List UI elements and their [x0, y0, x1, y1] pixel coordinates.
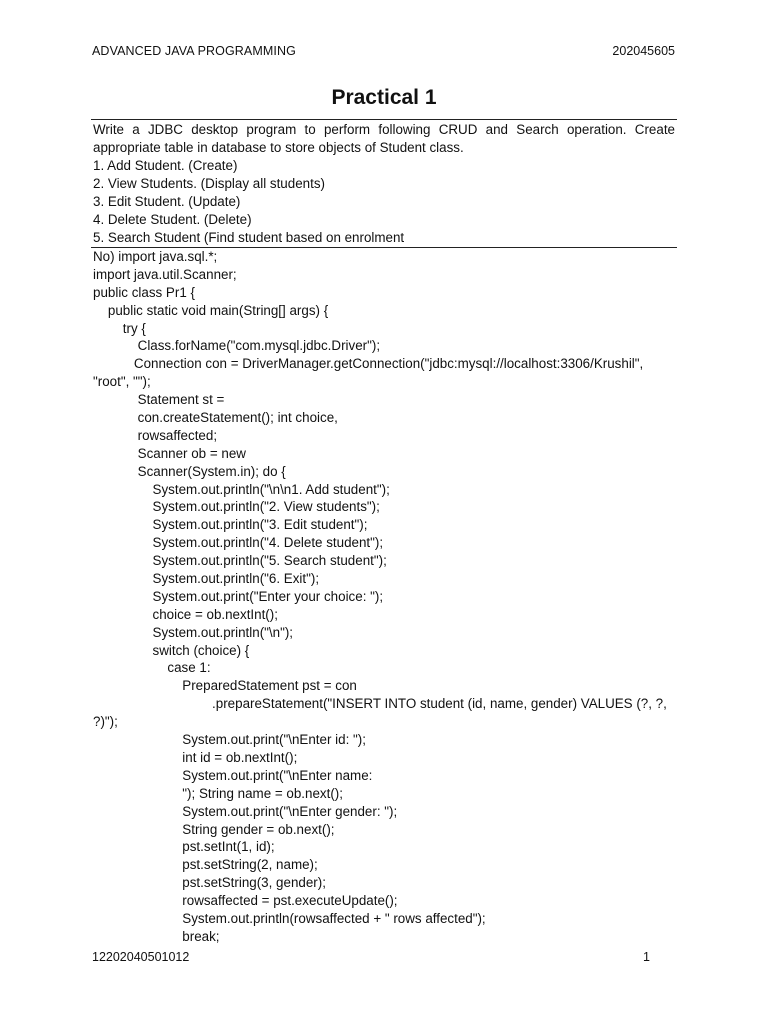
- code-line: System.out.println("4. Delete student");: [93, 535, 384, 551]
- code-line: "); String name = ob.next();: [93, 785, 343, 801]
- question-box: [93, 121, 675, 247]
- page-title: Practical 1: [331, 86, 437, 109]
- code-line: break;: [93, 928, 220, 944]
- header-subject: ADVANCED JAVA PROGRAMMING: [92, 44, 296, 58]
- code-line: System.out.print("Enter your choice: ");: [93, 588, 384, 604]
- header-code: 202045605: [612, 44, 675, 58]
- question-item: 4. Delete Student. (Delete): [93, 212, 252, 227]
- code-line: import java.util.Scanner;: [93, 266, 237, 282]
- code-line: con.createStatement(); int choice,: [93, 410, 338, 426]
- question-item: 5. Search Student (Find student based on enrolment: [93, 230, 405, 245]
- question-item: 2. View Students. (Display all students): [93, 176, 325, 191]
- code-line: switch (choice) {: [93, 642, 250, 658]
- code-line: PreparedStatement pst = con: [93, 678, 357, 694]
- question-item: 1. Add Student. (Create): [93, 158, 238, 173]
- code-line: int id = ob.nextInt();: [93, 749, 298, 765]
- question-intro: Write a JDBC desktop program to perform following CRUD and Search operation. Create appropriate table in database to store objects of Student class.: [93, 122, 675, 155]
- code-line: System.out.println("5. Search student");: [93, 553, 387, 569]
- code-line: pst.setString(2, name);: [93, 857, 318, 873]
- code-line: public class Pr1 {: [93, 284, 195, 300]
- code-line: System.out.print("\nEnter id: ");: [93, 732, 366, 748]
- code-line: choice = ob.nextInt();: [93, 606, 278, 622]
- code-line: "root", "");: [93, 374, 151, 390]
- code-line: System.out.print("\nEnter gender: ");: [93, 803, 398, 819]
- code-line: System.out.println("6. Exit");: [93, 571, 320, 587]
- code-line: pst.setInt(1, id);: [93, 839, 275, 855]
- code-line: ?)");: [93, 714, 118, 730]
- code-line: pst.setString(3, gender);: [93, 875, 326, 891]
- code-line: case 1:: [93, 660, 211, 676]
- code-block: [93, 248, 677, 946]
- code-line: System.out.println("3. Edit student");: [93, 517, 368, 533]
- question-item: 3. Edit Student. (Update): [93, 194, 241, 209]
- code-line: Scanner ob = new: [93, 445, 246, 461]
- code-line: System.out.println("\n\n1. Add student");: [93, 481, 390, 497]
- footer-page-number: 1: [643, 950, 650, 964]
- top-divider: [91, 119, 677, 120]
- code-line: String gender = ob.next();: [93, 821, 335, 837]
- code-line: rowsaffected;: [93, 427, 218, 443]
- code-line: try {: [93, 320, 146, 336]
- code-line: System.out.print("\nEnter name:: [93, 767, 373, 783]
- code-line: .prepareStatement("INSERT INTO student (id, name, gender) VALUES (?, ?,: [93, 696, 667, 712]
- code-line: Connection con = DriverManager.getConnection("jdbc:mysql://localhost:3306/Krushil",: [93, 356, 644, 372]
- code-line: No) import java.sql.*;: [93, 249, 218, 264]
- code-line: System.out.println("\n");: [93, 624, 294, 640]
- code-line: Statement st =: [93, 392, 225, 408]
- code-line: Scanner(System.in); do {: [93, 463, 286, 479]
- code-line: System.out.println(rowsaffected + " rows affected");: [93, 910, 486, 926]
- code-line: rowsaffected = pst.executeUpdate();: [93, 893, 398, 909]
- footer-enrollment: 12202040501012: [92, 950, 190, 964]
- code-line: public static void main(String[] args) {: [93, 302, 329, 318]
- code-line: Class.forName("com.mysql.jdbc.Driver");: [93, 338, 381, 354]
- code-line: System.out.println("2. View students");: [93, 499, 380, 515]
